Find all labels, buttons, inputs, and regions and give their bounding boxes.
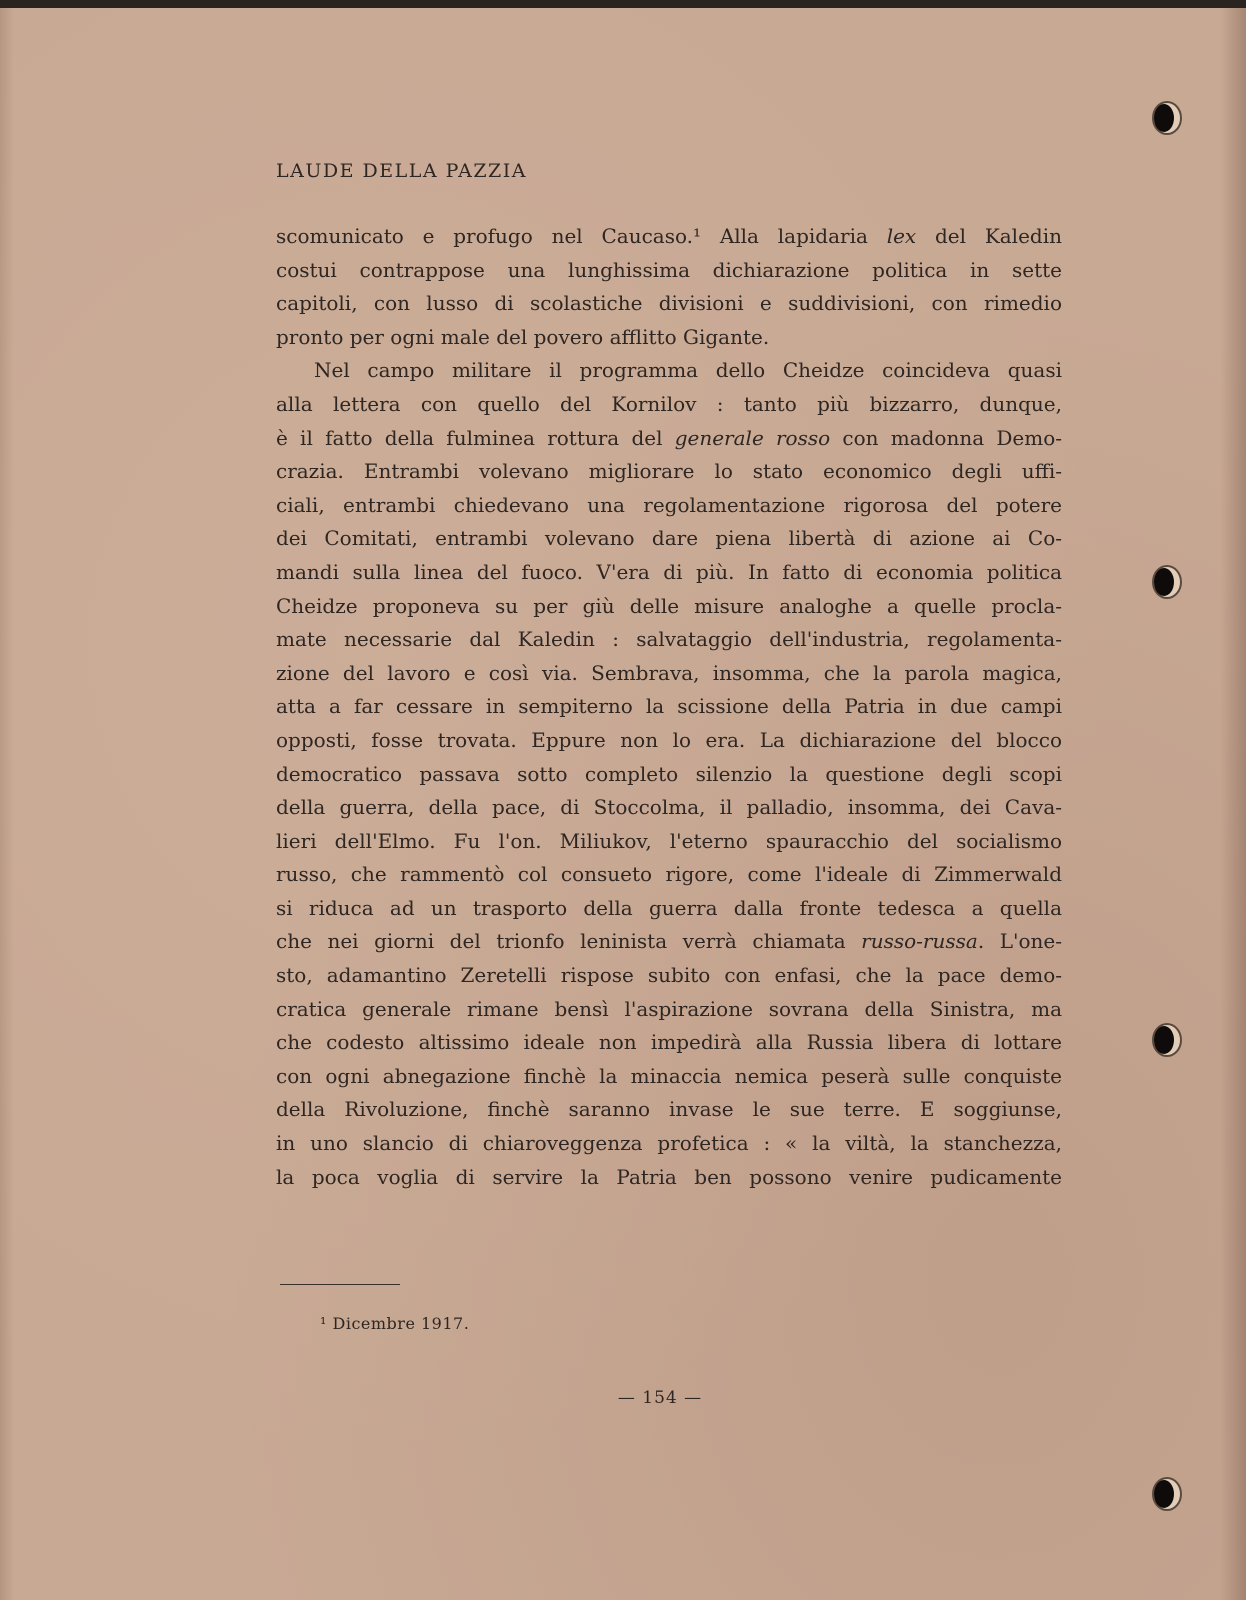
text-line: che codesto altissimo ideale non impedirà alla Russia libera di lottare [276,1030,1062,1055]
footnote: ¹ Dicembre 1917. [320,1314,470,1333]
text-line: democratico passava sotto completo silenzio la questione degli scopi [276,761,1062,786]
text-line: lieri dell'Elmo. Fu l'on. Miliukov, l'eterno spauracchio del socialismo [276,828,1062,853]
text-line: è il fatto della fulminea rottura del generale rosso con madonna Demo- [276,425,1062,450]
text-line: alla lettera con quello del Kornilov : tanto più bizzarro, dunque, [276,391,1062,416]
scanned-page [0,8,1246,1600]
text-line: russo, che rammentò col consueto rigore, come l'ideale di Zimmerwald [276,862,1062,887]
text-line: capitoli, con lusso di scolastiche divisioni e suddivisioni, con rimedio [276,291,1062,316]
text-line: opposti, fosse trovata. Eppure non lo era. La dichiarazione del blocco [276,727,1062,752]
text-line: Cheidze proponeva su per giù delle misure analoghe a quelle procla- [276,593,1062,618]
text-line: che nei giorni del trionfo leninista verrà chiamata russo-russa. L'one- [276,929,1062,954]
text-line: Nel campo militare il programma dello Cheidze coincideva quasi [314,358,1062,383]
body-text [276,220,1062,1194]
text-line: ciali, entrambi chiedevano una regolamentazione rigorosa del potere [276,492,1062,517]
text-line: mandi sulla linea del fuoco. V'era di più. In fatto di economia politica [276,559,1062,584]
running-head: LAUDE DELLA PAZZIA [276,160,527,182]
text-line: scomunicato e profugo nel Caucaso.¹ Alla lapidaria lex del Kaledin [276,224,1062,248]
punch-hole-icon [1150,1474,1184,1514]
text-line: costui contrappose una lunghissima dichiarazione politica in sette [276,257,1062,282]
text-line: atta a far cessare in sempiterno la scissione della Patria in due campi [276,694,1062,719]
text-line: la poca voglia di servire la Patria ben possono venire pudicamente [276,1164,1062,1189]
text-line: crazia. Entrambi volevano migliorare lo stato economico degli uffi- [276,459,1062,484]
text-line: pronto per ogni male del povero afflitto Gigante. [276,324,770,349]
text-line: mate necessarie dal Kaledin : salvataggio dell'industria, regolamenta- [276,627,1062,652]
text-line: in uno slancio di chiaroveggenza profetica : « la viltà, la stanchezza, [276,1131,1062,1156]
footnote-divider [280,1284,400,1285]
text-line: cratica generale rimane bensì l'aspirazione sovrana della Sinistra, ma [276,996,1062,1021]
page-number: — 154 — [617,1388,703,1408]
text-line: della guerra, della pace, di Stoccolma, il palladio, insomma, dei Cava- [276,795,1062,820]
text-line: con ogni abnegazione finchè la minaccia nemica peserà sulle conquiste [276,1063,1062,1088]
text-line: sto, adamantino Zeretelli rispose subito con enfasi, che la pace demo- [276,963,1062,988]
text-line: della Rivoluzione, finchè saranno invase le sue terre. E soggiunse, [276,1097,1062,1122]
punch-hole-icon [1150,98,1184,138]
punch-hole-icon [1150,1020,1184,1060]
punch-hole-icon [1150,562,1184,602]
text-line: si riduca ad un trasporto della guerra dalla fronte tedesca a quella [276,895,1062,920]
text-line: zione del lavoro e così via. Sembrava, insomma, che la parola magica, [276,660,1062,685]
text-line: dei Comitati, entrambi volevano dare piena libertà di azione ai Co- [276,526,1062,551]
